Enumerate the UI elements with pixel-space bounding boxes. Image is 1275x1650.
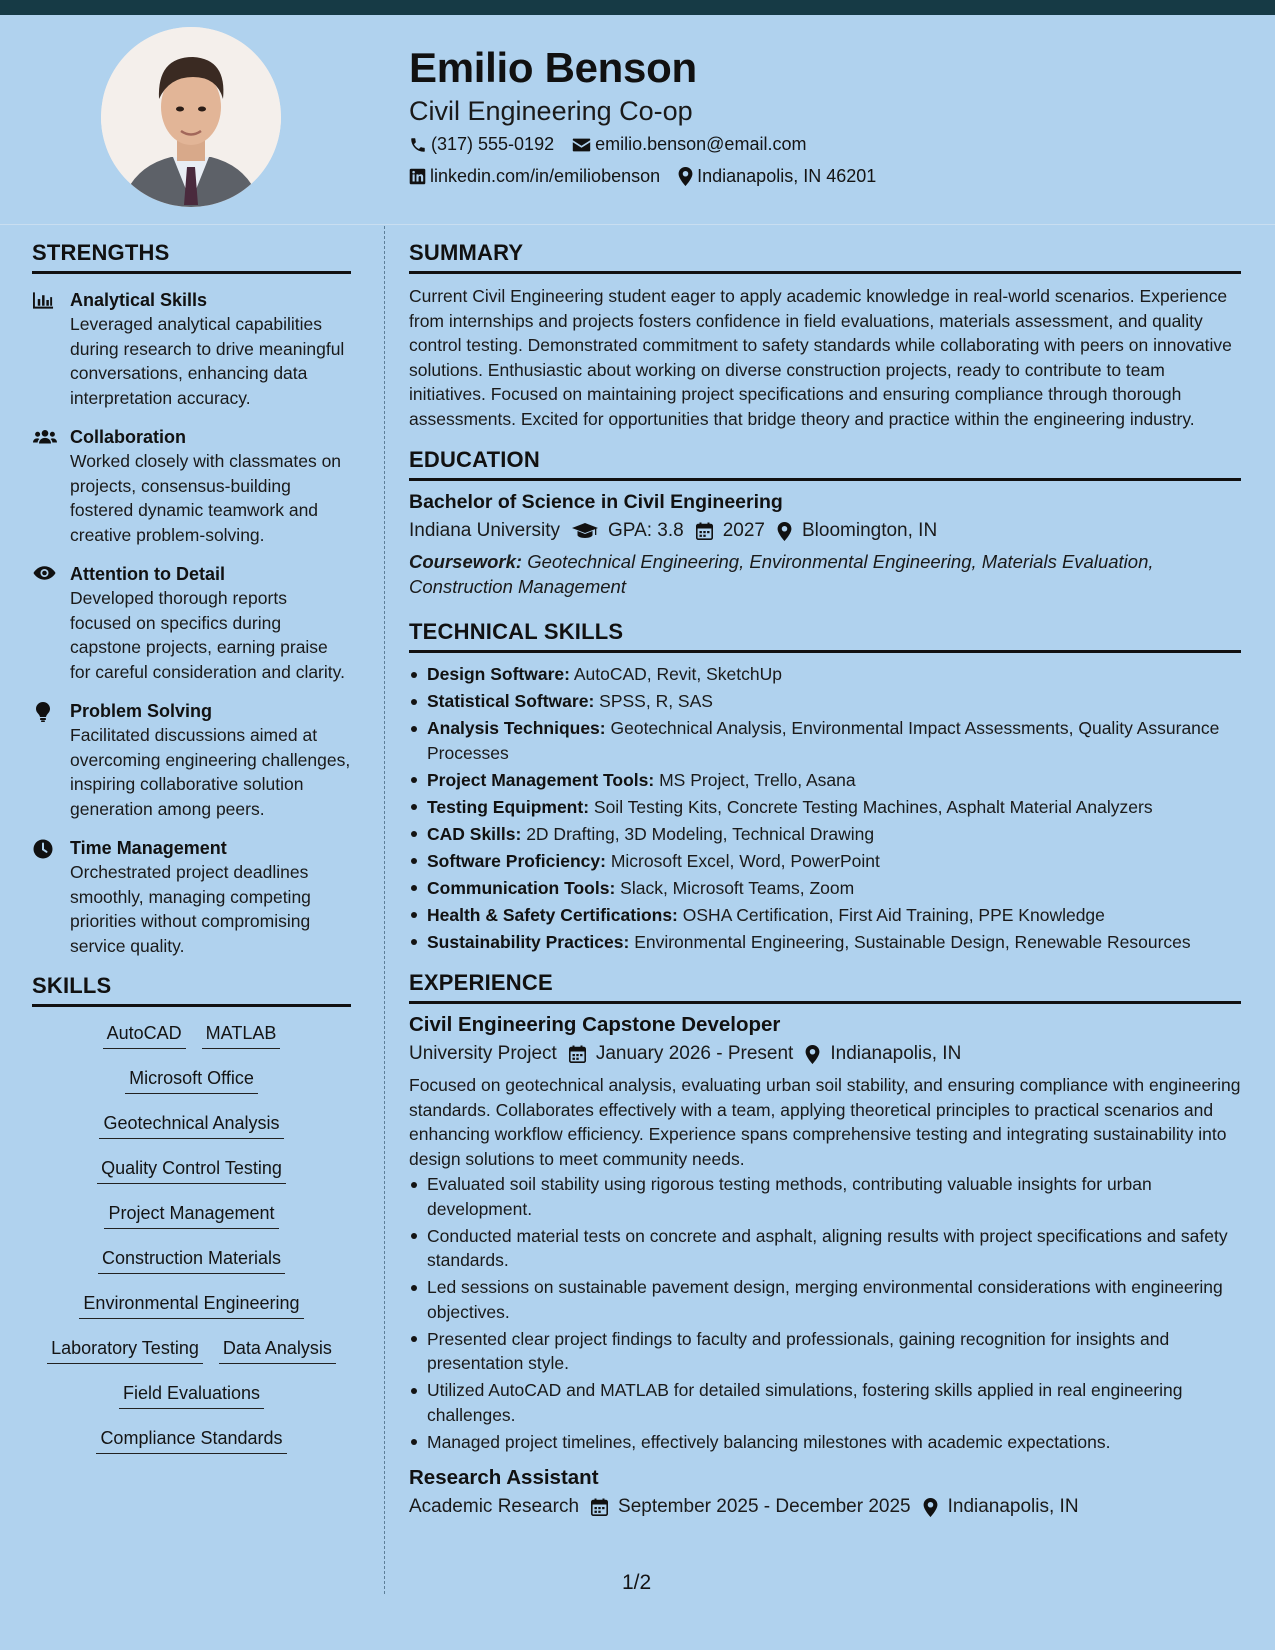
skills-heading: SKILLS: [32, 973, 351, 1007]
strength-item: [32, 425, 351, 547]
list-item: Led sessions on sustainable pavement design, merging environmental considerations with engineering objectives.: [409, 1275, 1241, 1324]
experience-heading: EXPERIENCE: [409, 970, 1241, 1004]
education-heading: EDUCATION: [409, 447, 1241, 481]
bar-chart-icon: [33, 291, 54, 309]
strength-title: Time Management: [70, 838, 227, 858]
skill-tag: Quality Control Testing: [97, 1156, 286, 1184]
list-item: [409, 795, 1241, 820]
candidate-name: Emilio Benson: [409, 44, 697, 91]
list-item: Utilized AutoCAD and MATLAB for detailed simulations, fostering skills applied in real engineering challenges.: [409, 1378, 1241, 1427]
skill-value: Slack, Microsoft Teams, Zoom: [620, 877, 855, 898]
skill-tag: Microsoft Office: [125, 1066, 258, 1094]
skill-label: Statistical Software:: [427, 691, 595, 711]
skill-value: OSHA Certification, First Aid Training, PPE Knowledge: [682, 904, 1105, 925]
skill-row: [88, 1426, 294, 1471]
map-pin-icon: [777, 522, 792, 541]
linkedin-text[interactable]: linkedin.com/in/emiliobenson: [430, 166, 661, 186]
skill-tag: Field Evaluations: [119, 1381, 264, 1409]
list-item: Evaluated soil stability using rigorous testing methods, contributing valuable insights for urban development.: [409, 1172, 1241, 1221]
strength-desc: Facilitated discussions aimed at overcoming engineering challenges, inspiring collaborative solution generation among peers.: [70, 725, 351, 819]
skill-tag: AutoCAD: [103, 1021, 186, 1049]
job-description: Focused on geotechnical analysis, evaluating urban soil stability, and ensuring compliance with engineering standards. Collaborates effectively with a team, applying theoretical principles to practical scenarios and enhancing workflow efficiency. Experience spans comprehensive testing and integrating sustainability into design solutions to meet community needs.: [409, 1075, 1241, 1169]
skill-row: [89, 1156, 294, 1201]
skill-row: [96, 1201, 286, 1246]
map-pin-icon: [805, 1045, 820, 1064]
job-entry: [409, 1013, 1241, 1454]
list-item: [409, 930, 1241, 955]
skill-value: MS Project, Trello, Asana: [659, 769, 856, 790]
skill-row: [95, 1021, 289, 1066]
strength-item: [32, 836, 351, 958]
list-item: [409, 768, 1241, 793]
job-org: University Project: [409, 1043, 557, 1064]
list-item: [409, 903, 1241, 928]
calendar-icon: [569, 1045, 586, 1063]
skill-value: AutoCAD, Revit, SketchUp: [573, 664, 782, 684]
calendar-icon: [591, 1498, 608, 1516]
job-location: Indianapolis, IN: [830, 1043, 962, 1064]
education-meta: [409, 520, 1241, 542]
skill-row: [111, 1381, 272, 1426]
job-bullets: [409, 1172, 1241, 1454]
users-icon: [33, 428, 57, 446]
graduation-cap-icon: [572, 523, 598, 539]
phone-text: (317) 555-0192: [431, 134, 555, 154]
contact-row-1: [409, 134, 824, 155]
list-item: Managed project timelines, effectively balancing milestones with academic expectations.: [409, 1430, 1241, 1455]
skill-value: Environmental Engineering, Sustainable Design, Renewable Resources: [634, 931, 1191, 952]
job-title: Civil Engineering Capstone Developer: [409, 1013, 781, 1036]
list-item: [409, 849, 1241, 874]
column-divider: [384, 226, 385, 1594]
candidate-title: Civil Engineering Co-op: [409, 96, 693, 126]
skill-value: Microsoft Excel, Word, PowerPoint: [610, 850, 880, 871]
skill-tag: Compliance Standards: [96, 1426, 286, 1454]
list-item: Presented clear project findings to faculty and professionals, gaining recognition for insights and presentation style.: [409, 1327, 1241, 1376]
skill-tag: MATLAB: [202, 1021, 281, 1049]
contact-phone: [409, 134, 554, 155]
job-title: Research Assistant: [409, 1466, 599, 1489]
left-column: [32, 240, 351, 1471]
list-item: [409, 689, 1241, 714]
skill-label: Sustainability Practices:: [427, 931, 630, 952]
skill-tag: Construction Materials: [98, 1246, 285, 1274]
skill-row: [117, 1066, 266, 1111]
skill-label: Health & Safety Certifications:: [427, 904, 678, 925]
header-divider: [0, 224, 1275, 225]
strength-desc: Developed thorough reports focused on specifics during capstone projects, earning praise for careful consideration and clarity.: [70, 588, 345, 682]
job-entry: [409, 1466, 1241, 1518]
clock-icon: [33, 839, 53, 859]
strength-item: [32, 288, 351, 410]
skill-row: [90, 1246, 293, 1291]
linkedin-icon: [409, 168, 426, 185]
skill-row: [71, 1291, 311, 1336]
list-item: [409, 716, 1241, 765]
location-text: Indianapolis, IN 46201: [697, 166, 877, 186]
strength-item: [32, 562, 351, 684]
job-dates: January 2026 - Present: [595, 1043, 794, 1064]
calendar-icon: [696, 522, 713, 540]
job-dates: September 2025 - December 2025: [618, 1496, 911, 1517]
page-number: 1/2: [622, 1571, 652, 1594]
envelope-icon: [572, 137, 591, 153]
strength-title: Problem Solving: [70, 701, 213, 721]
summary-heading: SUMMARY: [409, 240, 1241, 274]
skill-label: CAD Skills:: [427, 823, 522, 844]
strength-desc: Leveraged analytical capabilities during research to drive meaningful conversations, enhancing data interpretation accuracy.: [70, 314, 345, 408]
education-gpa: GPA: 3.8: [608, 520, 684, 541]
strength-title: Collaboration: [70, 427, 186, 447]
skill-row: [39, 1336, 344, 1381]
education-coursework: [409, 550, 1241, 599]
list-item: [409, 822, 1241, 847]
skill-tag: Project Management: [104, 1201, 278, 1229]
skill-label: Testing Equipment:: [427, 796, 590, 817]
profile-photo: [101, 27, 281, 207]
strength-desc: Orchestrated project deadlines smoothly, managing competing priorities without compromising service quality.: [70, 862, 311, 956]
job-location: Indianapolis, IN: [947, 1496, 1079, 1517]
job-org: Academic Research: [409, 1496, 580, 1517]
skill-value: Geotechnical Analysis, Environmental Impact Assessments, Quality Assurance Processes: [427, 718, 1220, 763]
strength-item: [32, 699, 351, 821]
strength-title: Attention to Detail: [70, 564, 225, 584]
skill-label: Project Management Tools:: [427, 769, 655, 790]
contact-linkedin[interactable]: [409, 166, 660, 187]
skill-tag: Environmental Engineering: [79, 1291, 303, 1319]
skill-tag: Laboratory Testing: [47, 1336, 203, 1364]
skills-tags: [32, 1021, 351, 1471]
skill-label: Design Software:: [427, 664, 570, 684]
technical-skills-heading: TECHNICAL SKILLS: [409, 619, 1241, 653]
education-school: Indiana University: [409, 520, 561, 541]
list-item: [409, 876, 1241, 901]
strength-title: Analytical Skills: [70, 290, 208, 310]
coursework-label: Coursework:: [409, 551, 523, 572]
skill-row: [91, 1111, 291, 1156]
skill-label: Software Proficiency:: [427, 850, 606, 871]
lightbulb-icon: [36, 702, 50, 722]
skill-label: Analysis Techniques:: [427, 718, 606, 738]
map-pin-icon: [923, 1498, 938, 1517]
contact-email[interactable]: [572, 134, 806, 155]
education-year: 2027: [722, 520, 765, 541]
right-column: [409, 240, 1241, 1518]
contact-location: [678, 166, 876, 187]
contact-row-2: [409, 166, 894, 187]
eye-icon: [33, 565, 56, 581]
coursework-text: Geotechnical Engineering, Environmental Engineering, Materials Evaluation, Construction Management: [409, 551, 1154, 597]
skill-value: SPSS, R, SAS: [599, 691, 713, 711]
strength-desc: Worked closely with classmates on projects, consensus-building fostered dynamic teamwork and creative problem-solving.: [70, 451, 342, 545]
job-meta: [409, 1043, 1241, 1065]
top-accent-bar: [0, 0, 1275, 15]
skill-value: Soil Testing Kits, Concrete Testing Machines, Asphalt Material Analyzers: [593, 796, 1153, 817]
list-item: [409, 662, 1241, 687]
phone-icon: [409, 136, 427, 154]
education-location: Bloomington, IN: [802, 520, 938, 541]
skill-tag: Geotechnical Analysis: [99, 1111, 283, 1139]
skill-tag: Data Analysis: [219, 1336, 336, 1364]
job-meta: [409, 1496, 1241, 1518]
strengths-heading: STRENGTHS: [32, 240, 351, 274]
map-pin-icon: [678, 167, 693, 186]
strengths-list: [32, 288, 351, 958]
education-degree: Bachelor of Science in Civil Engineering: [409, 491, 783, 513]
summary-text: Current Civil Engineering student eager to apply academic knowledge in real-world scenarios. Experience from internships and projects fosters confidence in field evaluations, materials assessment, and quality control testing. Demonstrated commitment to safety standards while collaborating with peers on innovative solutions. Enthusiastic about working on diverse construction projects, ready to contribute to team initiatives. Focused on maintaining project specifications and ensuring compliance through thorough assessments. Excited for opportunities that bridge theory and practice within the engineering industry.: [409, 286, 1232, 429]
technical-skills-list: [409, 662, 1241, 954]
email-text[interactable]: emilio.benson@email.com: [595, 134, 807, 154]
list-item: Conducted material tests on concrete and asphalt, aligning results with project specifications and safety standards.: [409, 1224, 1241, 1273]
skill-label: Communication Tools:: [427, 877, 616, 898]
skill-value: 2D Drafting, 3D Modeling, Technical Drawing: [526, 823, 875, 844]
